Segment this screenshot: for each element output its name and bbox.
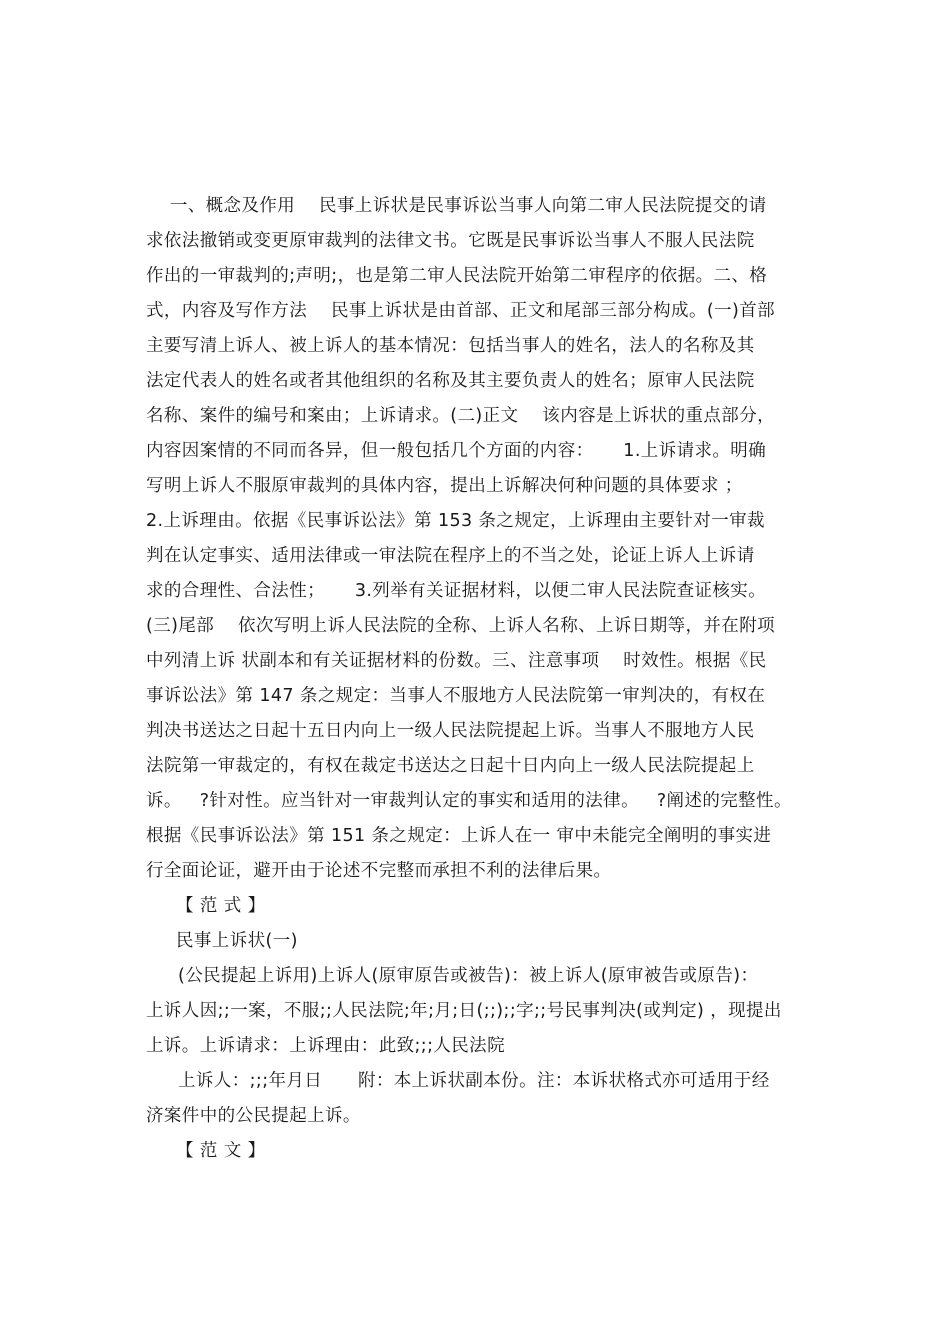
body-line: 作出的一审裁判的;声明;，也是第二审人民法院开始第二审程序的依据。二、格 (146, 266, 768, 286)
body-line: 2.上诉理由。依据《民事诉讼法》第 153 条之规定，上诉理由主要针对一审裁 (146, 511, 765, 531)
format-line: 上诉人因;;一案，不服;;人民法院;年;月;日(;;);;字;;号民事判决(或判定) ，现提出 (146, 1001, 782, 1021)
body-line: 法院第一审裁定的，有权在裁定书送达之日起十日内向上一级人民法院提起上 (146, 756, 755, 776)
body-line: 行全面论证，避开由于论述不完整而承担不利的法律后果。 (146, 861, 612, 881)
body-line: 诉。 ?针对性。应当针对一审裁判认定的事实和适用的法律。 ?阐述的完整性。 (146, 791, 792, 811)
format-line: (公民提起上诉用)上诉人(原审原告或被告)：被上诉人(原审被告或原告)： (178, 966, 759, 986)
body-line: 一、概念及作用 民事上诉状是民事诉讼当事人向第二审人民法院提交的请 (146, 196, 767, 216)
body-line: 主要写清上诉人、被上诉人的基本情况：包括当事人的姓名，法人的名称及其 (146, 336, 755, 356)
body-line: 中列清上诉 状副本和有关证据材料的份数。三、注意事项 时效性。根据《民 (146, 651, 767, 671)
body-line: 根据《民事诉讼法》第 151 条之规定：上诉人在一 审中未能完全阐明的事实进 (146, 826, 772, 846)
body-line: 写明上诉人不服原审裁判的具体内容，提出上诉解决何种问题的具体要求 ； (146, 476, 743, 496)
body-line: 判在认定事实、适用法律或一审法院在程序上的不当之处，论证上诉人上诉请 (146, 546, 755, 566)
example-heading: 【 范 文 】 (176, 1141, 266, 1161)
body-line: 名称、案件的编号和案由；上诉请求。(二)正文 该内容是上诉状的重点部分， (146, 406, 776, 426)
body-line: (三)尾部 依次写明上诉人民法院的全称、上诉人名称、上诉日期等，并在附项 (146, 616, 776, 636)
format-heading: 【 范 式 】 (176, 896, 266, 916)
body-line: 式，内容及写作方法 民事上诉状是由首部、正文和尾部三部分构成。(一)首部 (146, 301, 776, 321)
body-line: 求依法撤销或变更原审裁判的法律文书。它既是民事诉讼当事人不服人民法院 (146, 231, 755, 251)
body-line: 法定代表人的姓名或者其他组织的名称及其主要负责人的姓名；原审人民法院 (146, 371, 755, 391)
body-line: 求的合理性、合法性； 3.列举有关证据材料，以便二审人民法院查证核实。 (146, 581, 767, 601)
format-line: 上诉。上诉请求：上诉理由：此致;;;人民法院 (146, 1036, 505, 1056)
body-line: 内容因案情的不同而各异，但一般包括几个方面的内容： 1.上诉请求。明确 (146, 441, 767, 461)
signature-line: 济案件中的公民提起上诉。 (146, 1106, 361, 1126)
format-title: 民事上诉状(一) (176, 931, 298, 951)
signature-line: 上诉人：;;;年月日 附：本上诉状副本份。注：本诉状格式亦可适用于经 (178, 1071, 770, 1091)
body-line: 事诉讼法》第 147 条之规定：当事人不服地方人民法院第一审判决的，有权在 (146, 686, 766, 706)
body-line: 判决书送达之日起十五日内向上一级人民法院提起上诉。当事人不服地方人民 (146, 721, 755, 741)
